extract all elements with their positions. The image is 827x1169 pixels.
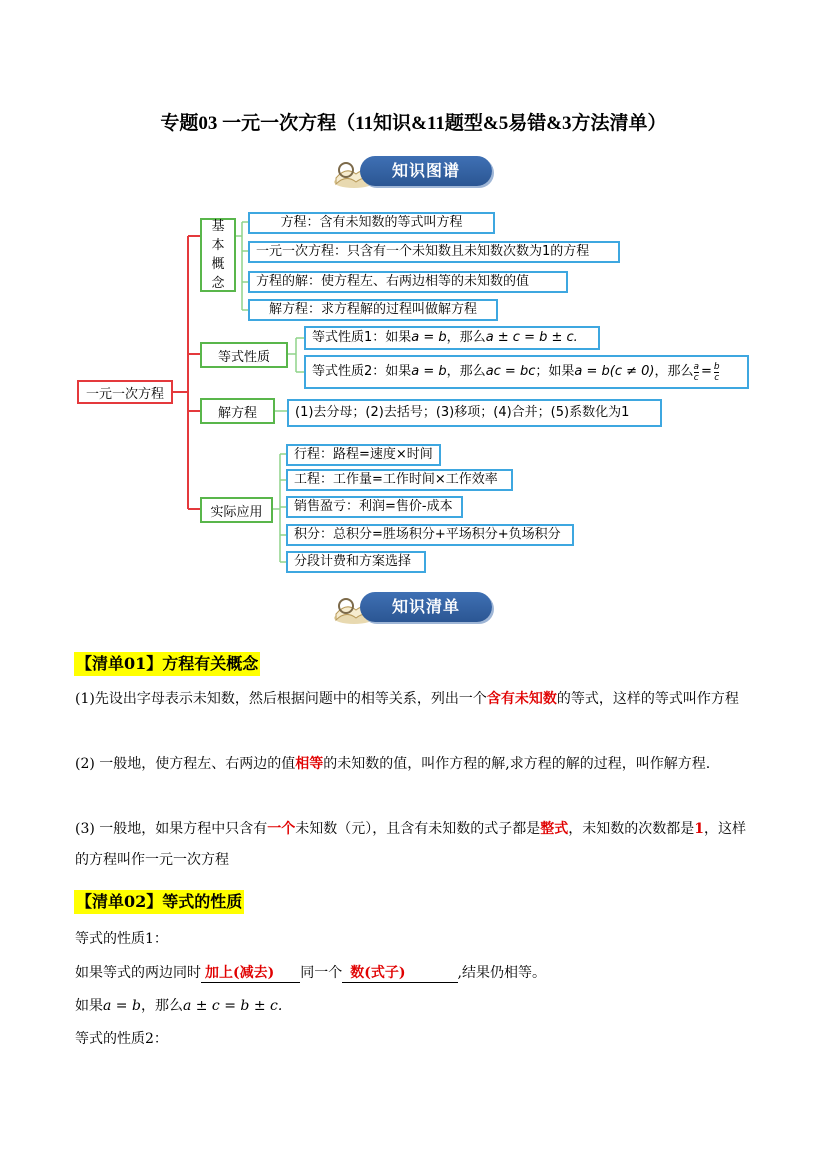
text: 如果 bbox=[75, 998, 103, 1014]
text: 的未知数的值，叫作方程的解,求方程的解的过程，叫作解方程. bbox=[323, 756, 711, 772]
fraction bbox=[694, 362, 700, 383]
emphasis-text: 1 bbox=[694, 821, 705, 837]
application-item-score: 积分：总积分=胜场积分+平场积分+负场积分 bbox=[286, 524, 574, 546]
emphasis-text: 一个 bbox=[267, 821, 296, 837]
basic-label-char: 本 bbox=[211, 238, 225, 253]
math: ac = bc bbox=[485, 364, 536, 379]
emphasis-text: 含有未知数 bbox=[486, 691, 557, 707]
text: (1)先设出字母表示未知数，然后根据问题中的相等关系，列出一个 bbox=[75, 691, 487, 707]
numerator: a bbox=[693, 361, 700, 372]
section-header-01: 【清单01】方程有关概念 bbox=[74, 652, 260, 676]
application-item-work: 工程：工作量=工作时间×工作效率 bbox=[286, 469, 513, 491]
application-item-sales: 销售盈亏：利润=售价-成本 bbox=[286, 496, 463, 518]
basic-label-char: 基 bbox=[211, 219, 225, 234]
section-header-02: 【清单02】等式的性质 bbox=[74, 890, 244, 914]
text: ，那么 bbox=[446, 330, 486, 345]
text: 等式性质2：如果 bbox=[312, 364, 412, 379]
text: ，那么 bbox=[446, 364, 486, 379]
math: a = b bbox=[411, 330, 447, 345]
emphasis-text: 相等 bbox=[295, 756, 324, 772]
text: ，这样的方程叫作一元一次方程 bbox=[75, 821, 747, 868]
equality-property-2 bbox=[304, 355, 749, 389]
basic-item-solution: 方程的解：使方程左、右两边相等的未知数的值 bbox=[248, 271, 568, 293]
basic-item-solving: 解方程：求方程解的过程叫做解方程 bbox=[248, 299, 498, 321]
document-title: 专题03 一元一次方程（11知识&11题型&5易错&3方法清单） bbox=[160, 113, 667, 134]
math: a = b bbox=[103, 998, 141, 1014]
property-1-formula bbox=[75, 995, 282, 1015]
property-2-title: 等式的性质2： bbox=[75, 1031, 168, 1047]
banner-label: 知识清单 bbox=[360, 592, 492, 622]
banner-label: 知识图谱 bbox=[360, 156, 492, 186]
text: (2) 一般地，使方程左、右两边的值 bbox=[75, 756, 296, 772]
paragraph-1 bbox=[75, 684, 757, 715]
numerator: b bbox=[713, 361, 720, 372]
math: a ± c = b ± c. bbox=[182, 998, 283, 1014]
text: 如果等式的两边同时 bbox=[75, 965, 201, 981]
text: ；如果 bbox=[535, 364, 575, 379]
node-application: 实际应用 bbox=[200, 497, 273, 523]
text: 未知数（元），且含有未知数的式子都是 bbox=[295, 821, 541, 837]
basic-item-linear-equation: 一元一次方程：只含有一个未知数且未知数次数为1的方程 bbox=[248, 241, 620, 263]
math: a ± c = b ± c. bbox=[485, 330, 578, 345]
equality-property-1 bbox=[304, 326, 600, 350]
paragraph-2 bbox=[75, 749, 757, 780]
text: 等式性质1：如果 bbox=[312, 330, 412, 345]
text: (3) 一般地，如果方程中只含有 bbox=[75, 821, 268, 837]
fraction bbox=[714, 362, 720, 383]
text: 的等式，这样的等式叫作方程 bbox=[556, 691, 739, 707]
text: ，未知数的次数都是 bbox=[568, 821, 695, 837]
text: ，那么 bbox=[654, 364, 694, 379]
text: 同一个 bbox=[300, 965, 343, 981]
denominator: c bbox=[693, 372, 699, 383]
solve-steps: (1)去分母；(2)去括号；(3)移项；(4)合并；(5)系数化为1 bbox=[287, 399, 662, 427]
math: a = b bbox=[411, 364, 447, 379]
knowledge-list-banner bbox=[332, 588, 502, 628]
mindmap-root: 一元一次方程 bbox=[77, 380, 173, 404]
text: ，那么 bbox=[140, 998, 183, 1014]
node-equality-properties: 等式性质 bbox=[200, 342, 288, 368]
node-basic-concepts bbox=[200, 218, 236, 292]
math: a = b(c ≠ 0) bbox=[574, 364, 655, 379]
basic-item-equation: 方程：含有未知数的等式叫方程 bbox=[248, 212, 495, 234]
node-solve-equation: 解方程 bbox=[200, 398, 275, 424]
property-1-title: 等式的性质1： bbox=[75, 931, 168, 947]
denominator: c bbox=[714, 372, 720, 383]
paragraph-3 bbox=[75, 814, 757, 876]
fill-blank: 加上(减去) bbox=[201, 962, 300, 983]
equals-sign: = bbox=[701, 364, 712, 379]
application-item-tiered: 分段计费和方案选择 bbox=[286, 551, 426, 573]
emphasis-text: 整式 bbox=[540, 821, 569, 837]
fill-blank: 数(式子) bbox=[342, 962, 457, 983]
text: ,结果仍相等。 bbox=[457, 965, 546, 981]
application-item-travel: 行程：路程=速度×时间 bbox=[286, 444, 441, 466]
basic-label-char: 概 bbox=[211, 257, 225, 272]
property-1-statement bbox=[75, 962, 546, 983]
basic-label-char: 念 bbox=[211, 276, 225, 291]
